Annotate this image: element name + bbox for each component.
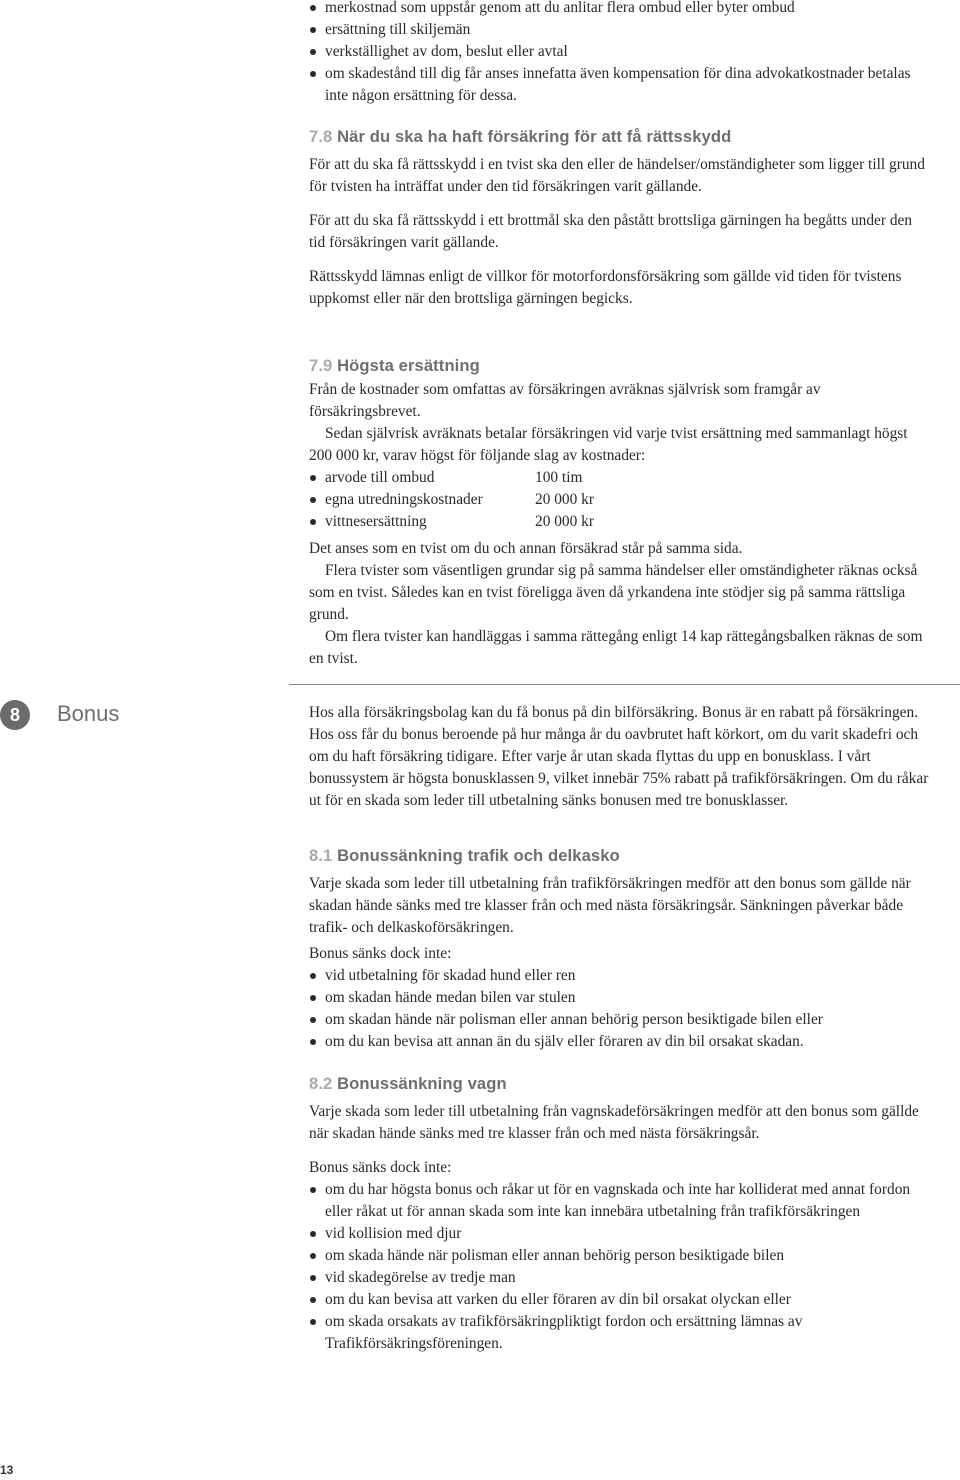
paragraph: Varje skada som leder till utbetalning från vagnskadeförsäkringen medför att den bonus som gällde när skadan hände sänks med tre klasser från och med nästa försäkringsår. xyxy=(309,1103,919,1142)
section-title: När du ska ha haft försäkring för att få rättsskydd xyxy=(337,127,732,146)
section-number: 7.8 xyxy=(309,127,333,146)
list-item: vid kollision med djur xyxy=(309,1223,931,1245)
list-item: om du har högsta bonus och råkar ut för en vagnskada och inte har kolliderat med annat fordon eller råkat ut för annan skada som inte kan innebära utbetalning från trafikförsäkringen xyxy=(309,1179,931,1223)
section-8-1 xyxy=(309,845,931,1053)
list-item: om skadestånd till dig får anses innefatta även kompensation för dina advokatkostnader betalas inte någon ersättning för dessa. xyxy=(309,63,931,107)
section-number: 8.1 xyxy=(309,846,333,865)
paragraph: För att du ska få rättsskydd i ett brottmål ska den påstått brottsliga gärningen ha begåtts under den tid försäkringen varit gällande. xyxy=(309,212,913,251)
chapter-divider xyxy=(289,684,960,685)
page-number: 13 xyxy=(0,1463,14,1477)
list-item xyxy=(309,511,931,533)
cost-amount: 100 tim xyxy=(535,469,583,486)
section-heading-7-9 xyxy=(309,355,931,377)
exception-list xyxy=(309,1179,931,1355)
paragraph: Hos alla försäkringsbolag kan du få bonus på din bilförsäkring. Bonus är en rabatt på försäkringen. Hos oss får du bonus beroende på hur många år du oavbrutet haft körkort, om du varit skadefri och om du haft försäkring tidigare. Efter varje år utan skada flyttas du upp en bonusklass. I vårt bonussystem är högsta bonusklassen 9, vilket innebär 75% rabatt på trafikförsäkringen. Om du råkar ut för en skada som leder till utbetalning sänks bonusen med tre bonusklasser. xyxy=(309,704,929,809)
paragraph: Det anses som en tvist om du och annan försäkrad står på samma sida. xyxy=(309,540,743,557)
paragraph: Sedan självrisk avräknats betalar försäkringen vid varje tvist ersättning med sammanlagt högst 200 000 kr, varav högst för följande slag av kostnader: xyxy=(309,425,908,464)
list-item: ersättning till skiljemän xyxy=(309,19,931,41)
chapter-intro xyxy=(309,702,931,812)
chapter-number-badge: 8 xyxy=(0,700,30,730)
section-title: Högsta ersättning xyxy=(337,356,480,375)
section-heading-8-1 xyxy=(309,845,931,867)
top-bullet-list xyxy=(309,0,931,107)
paragraph: Från de kostnader som omfattas av försäkringen avräknas självrisk som framgår av försäkringsbrevet. xyxy=(309,381,821,420)
list-item: om du kan bevisa att annan än du själv eller föraren av din bil orsakat skadan. xyxy=(309,1031,931,1053)
chapter-title: Bonus xyxy=(57,701,120,726)
cost-amount: 20 000 kr xyxy=(535,513,594,530)
list-item: vid utbetalning för skadad hund eller ren xyxy=(309,965,931,987)
list-item: om skadan hände medan bilen var stulen xyxy=(309,987,931,1009)
list-lead: Bonus sänks dock inte: xyxy=(309,945,452,962)
cost-label: vittnesersättning xyxy=(325,513,427,530)
section-7-9 xyxy=(309,355,931,670)
list-item xyxy=(309,489,931,511)
top-bullet-list-block xyxy=(309,0,931,107)
exception-list xyxy=(309,965,931,1053)
cost-label: egna utredningskostnader xyxy=(325,491,483,508)
section-8-2 xyxy=(309,1073,931,1355)
list-item: merkostnad som uppstår genom att du anlitar flera ombud eller byter ombud xyxy=(309,0,931,19)
list-item: om skada hände när polisman eller annan behörig person besiktigade bilen xyxy=(309,1245,931,1267)
list-item xyxy=(309,467,931,489)
cost-limit-list xyxy=(309,467,931,533)
paragraph: Rättsskydd lämnas enligt de villkor för motorfordonsförsäkring som gällde vid tiden för tvistens uppkomst eller när den brottsliga gärningen begicks. xyxy=(309,268,902,307)
section-number: 8.2 xyxy=(309,1074,333,1093)
paragraph: För att du ska få rättsskydd i en tvist ska den eller de händelser/omständigheter som ligger till grund för tvisten ha inträffat under den tid försäkringen varit gällande. xyxy=(309,156,925,195)
cost-label: arvode till ombud xyxy=(325,469,435,486)
list-item: om skada orsakats av trafikförsäkringpliktigt fordon och ersättning lämnas av Trafikförsäkringsföreningen. xyxy=(309,1311,931,1355)
list-item: verkställighet av dom, beslut eller avtal xyxy=(309,41,931,63)
list-lead: Bonus sänks dock inte: xyxy=(309,1159,452,1176)
paragraph: Flera tvister som väsentligen grundar sig på samma händelser eller omständigheter räknas också som en tvist. Således kan en tvist föreligga även då yrkandena inte stödjer sig på samma rättsliga grund. xyxy=(309,562,918,623)
paragraph: Varje skada som leder till utbetalning från trafikförsäkringen medför att den bonus som gällde när skadan hände sänks med tre klasser från och med nästa försäkringsår. Sänkningen påverkar både trafik- och delkaskoförsäkringen. xyxy=(309,875,911,936)
cost-amount: 20 000 kr xyxy=(535,491,594,508)
section-title: Bonussänkning vagn xyxy=(337,1074,507,1093)
paragraph: Om flera tvister kan handläggas i samma rättegång enligt 14 kap rättegångsbalken räknas de som en tvist. xyxy=(309,628,923,667)
section-title: Bonussänkning trafik och delkasko xyxy=(337,846,620,865)
section-heading-8-2 xyxy=(309,1073,931,1095)
list-item: om skadan hände när polisman eller annan behörig person besiktigade bilen eller xyxy=(309,1009,931,1031)
section-7-8 xyxy=(309,126,931,310)
list-item: om du kan bevisa att varken du eller föraren av din bil orsakat olyckan eller xyxy=(309,1289,931,1311)
section-number: 7.9 xyxy=(309,356,333,375)
list-item: vid skadegörelse av tredje man xyxy=(309,1267,931,1289)
section-heading-7-8 xyxy=(309,126,931,148)
